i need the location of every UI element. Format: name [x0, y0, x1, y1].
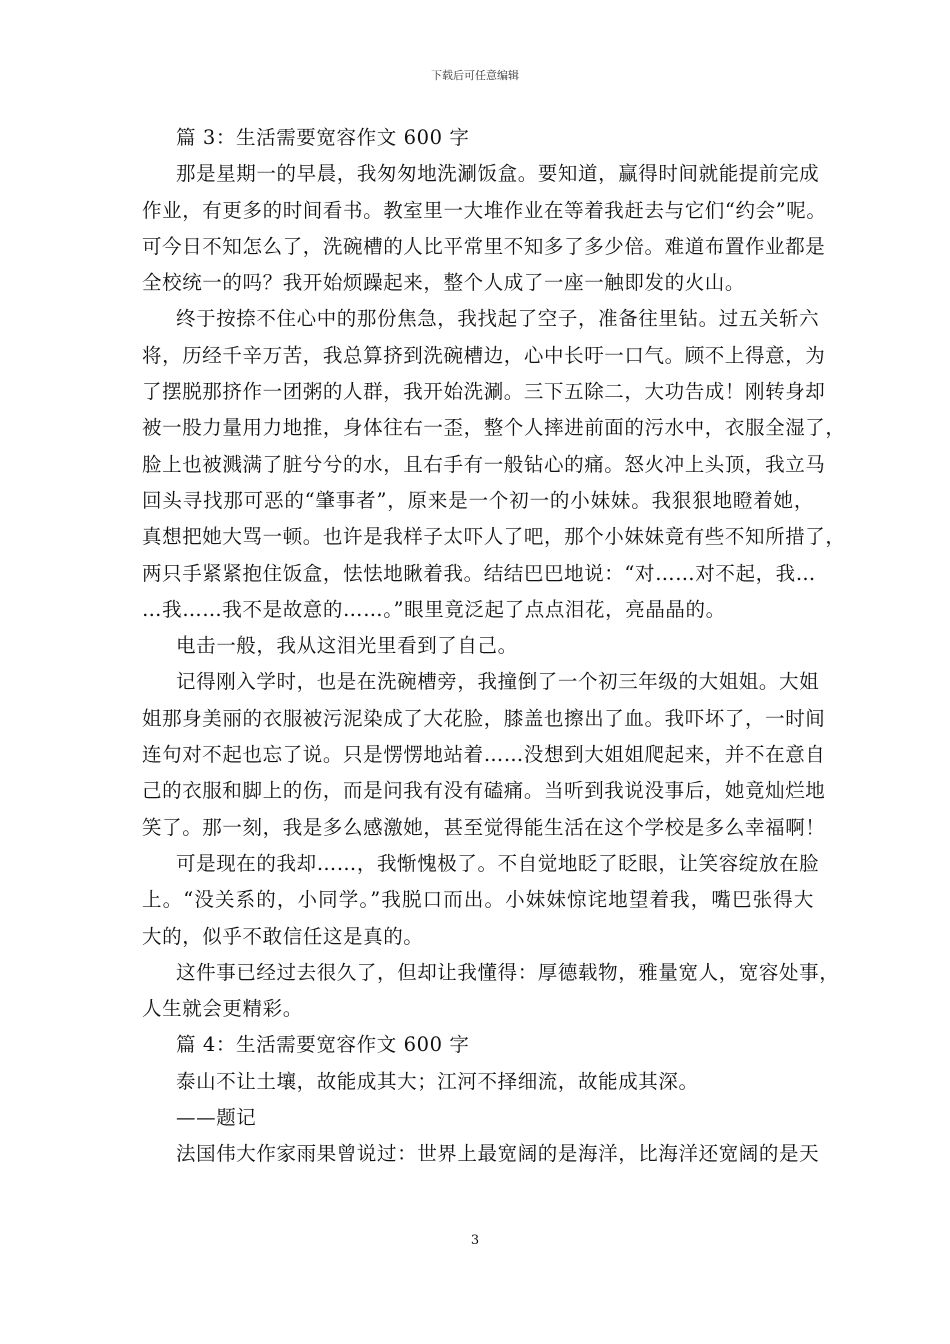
page-header-note: 下载后可任意编辑	[431, 69, 519, 82]
document-body	[142, 120, 846, 1173]
text-line: 姐那身美丽的衣服被污泥染成了大花脸，膝盖也擦出了血。我吓坏了，一时间	[142, 706, 826, 730]
text-line: …我……我不是故意的……。”眼里竟泛起了点点泪花，亮晶晶的。	[142, 597, 726, 621]
text-line: 回头寻找那可恶的“肇事者”，原来是一个初一的小妹妹。我狠狠地瞪着她，	[142, 488, 814, 512]
text-line: 了摆脱那挤作一团粥的人群，我开始洗涮。三下五除二，大功告成！刚转身却	[142, 380, 826, 404]
text-line: 真想把她大骂一顿。也许是我样子太吓人了吧，那个小妹妹竟有些不知所措了，	[142, 525, 846, 549]
text-line: 终于按捺不住心中的那份焦急，我找起了空子，准备往里钻。过五关斩六	[176, 307, 820, 331]
text-line: 将，历经千辛万苦，我总算挤到洗碗槽边，心中长吁一口气。顾不上得意，为	[142, 343, 826, 367]
text-line: 全校统一的吗？我开始烦躁起来，整个人成了一座一触即发的火山。	[142, 271, 746, 295]
text-line: 大的，似乎不敢信任这是真的。	[142, 924, 424, 948]
text-line: 作业，有更多的时间看书。教室里一大堆作业在等着我赶去与它们“约会”呢。	[142, 198, 827, 222]
text-line: 己的衣服和脚上的伤，而是问我有没有磕痛。当听到我说没事后，她竟灿烂地	[142, 779, 826, 803]
text-line: 连句对不起也忘了说。只是愣愣地站着……没想到大姐姐爬起来，并不在意自	[142, 743, 826, 767]
text-line: 记得刚入学时，也是在洗碗槽旁，我撞倒了一个初三年级的大姐姐。大姐	[176, 670, 820, 694]
text-line: 泰山不让土壤，故能成其大；江河不择细流，故能成其深。	[176, 1069, 699, 1093]
text-line: 可今日不知怎么了，洗碗槽的人比平常里不知多了多少倍。难道布置作业都是	[142, 234, 826, 258]
text-line: ——题记	[176, 1106, 257, 1130]
text-line: 电击一般，我从这泪光里看到了自己。	[176, 634, 518, 658]
text-line: 脸上也被溅满了脏兮兮的水，且右手有一般钻心的痛。怒火冲上头顶，我立马	[142, 452, 826, 476]
text-line: 被一股力量用力地推，身体往右一歪，整个人摔进前面的污水中，衣服全湿了，	[142, 416, 846, 440]
text-line: 那是星期一的早晨，我匆匆地洗涮饭盒。要知道，赢得时间就能提前完成	[176, 162, 820, 186]
text-line: 法国伟大作家雨果曾说过：世界上最宽阔的是海洋，比海洋还宽阔的是天	[176, 1142, 820, 1166]
text-line: 笑了。那一刻，我是多么感激她，甚至觉得能生活在这个学校是多么幸福啊！	[142, 815, 826, 839]
page-number: 3	[470, 1233, 480, 1248]
text-line: 人生就会更精彩。	[142, 997, 303, 1021]
text-line: 这件事已经过去很久了，但却让我懂得：厚德载物，雅量宽人，宽容处事，	[176, 960, 840, 984]
text-line: 可是现在的我却……，我惭愧极了。不自觉地眨了眨眼，让笑容绽放在脸	[176, 851, 820, 875]
text-line: 篇 3：生活需要宽容作文 600 字	[176, 126, 470, 149]
text-line: 篇 4：生活需要宽容作文 600 字	[176, 1033, 470, 1057]
text-line: 上。“没关系的，小同学。”我脱口而出。小妹妹惊诧地望着我，嘴巴张得大	[142, 888, 814, 912]
text-line: 两只手紧紧抱住饭盒，怯怯地瞅着我。结结巴巴地说：“对……对不起，我…	[142, 561, 816, 585]
